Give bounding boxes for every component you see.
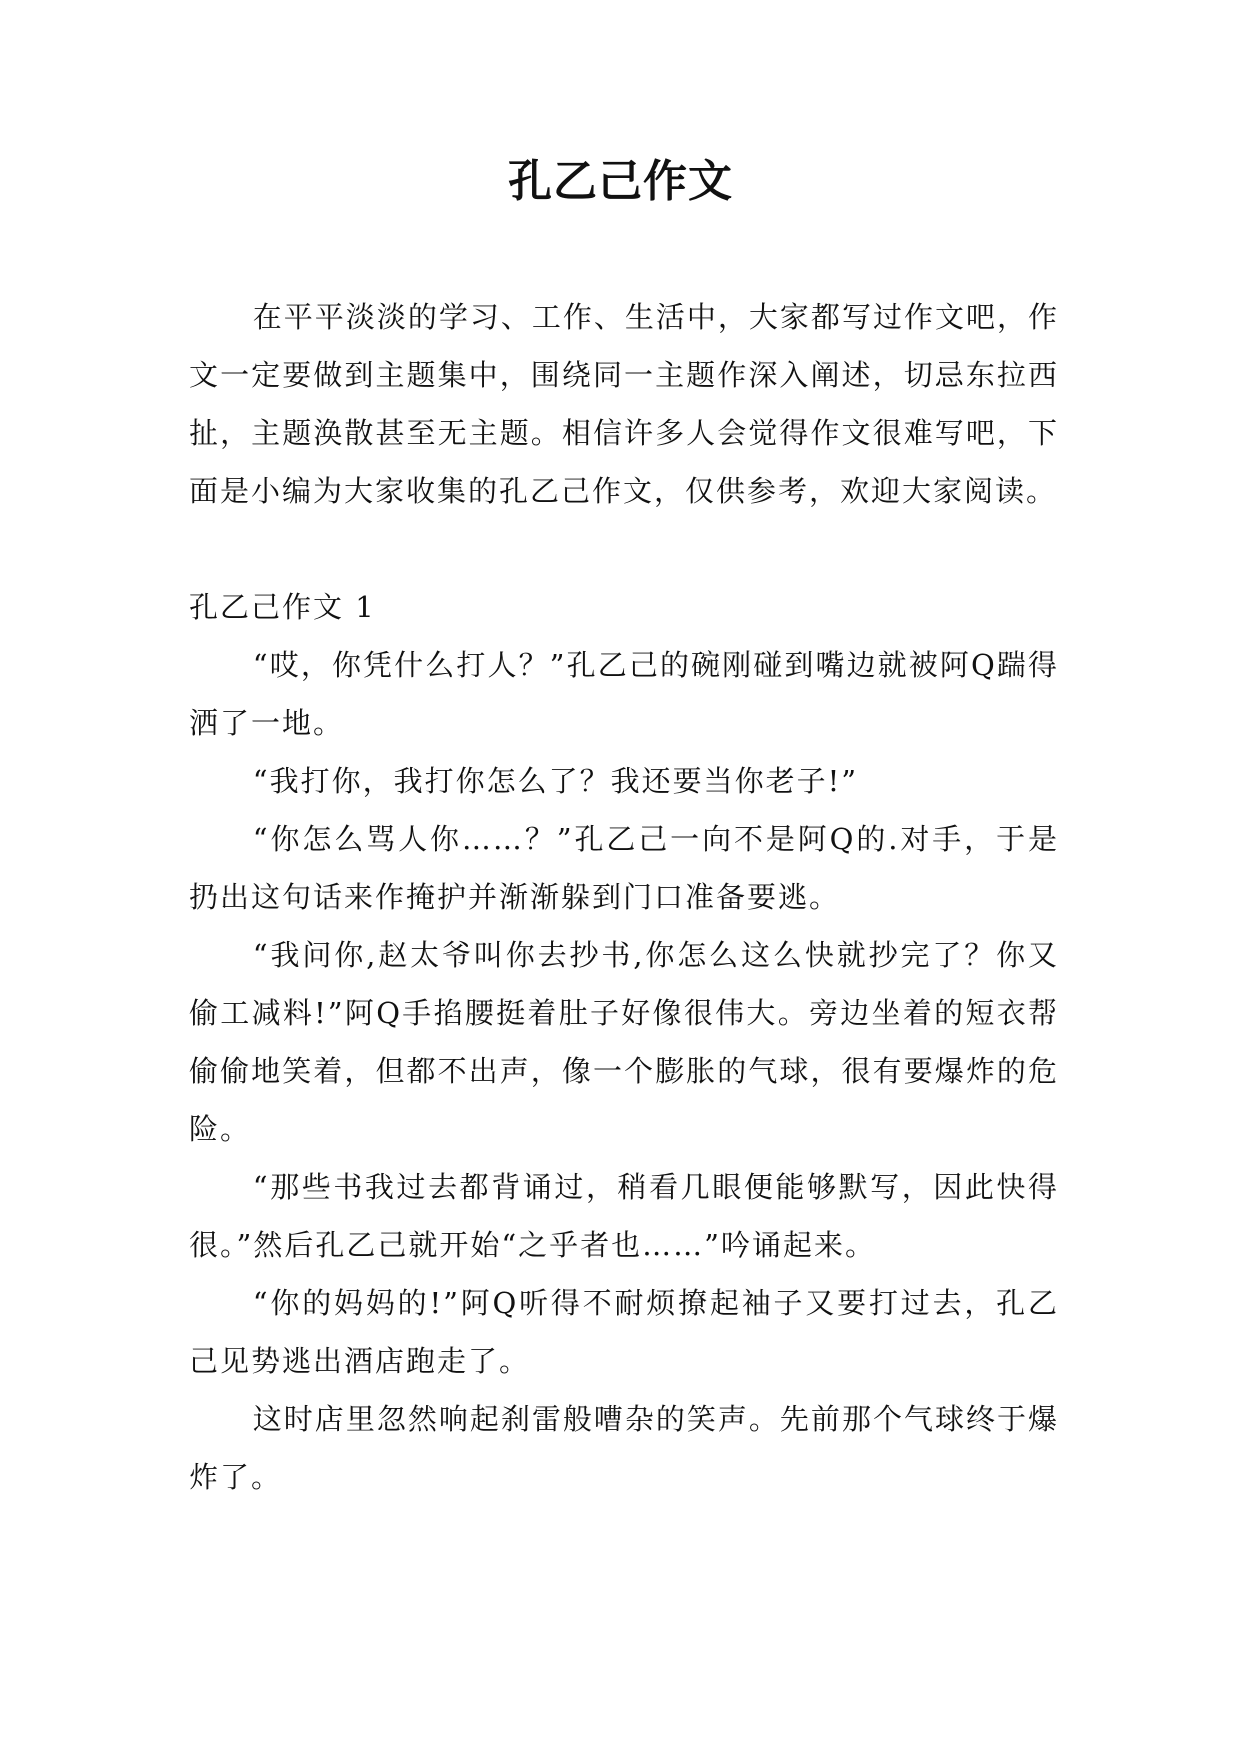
intro-paragraph: 在平平淡淡的学习、工作、生活中，大家都写过作文吧，作文一定要做到主题集中，围绕同一主题作深入阐述，切忌东拉西扯，主题涣散甚至无主题。相信许多人会觉得作文很难写吧，下面是小编为大家收集的孔乙己作文，仅供参考，欢迎大家阅读。 — [189, 300, 1059, 508]
body-paragraph: “那些书我过去都背诵过，稍看几眼便能够默写，因此快得很。”然后孔乙己就开始“之乎者也……”吟诵起来。 — [189, 1170, 1059, 1262]
body-paragraph: “我问你,赵太爷叫你去抄书,你怎么这么快就抄完了？你又偷工减料!”阿Q手掐腰挺着肚子好像很伟大。旁边坐着的短衣帮偷偷地笑着，但都不出声，像一个膨胀的气球，很有要爆炸的危险。 — [189, 938, 1059, 1146]
body-paragraph: “我打你，我打你怎么了？我还要当你老子!” — [252, 764, 859, 798]
body-paragraph: “你怎么骂人你……？”孔乙己一向不是阿Q的.对手，于是扔出这句话来作掩护并渐渐躲到门口准备要逃。 — [189, 822, 1059, 914]
body-paragraph: “你的妈妈的!”阿Q听得不耐烦撩起袖子又要打过去，孔乙己见势逃出酒店跑走了。 — [189, 1286, 1059, 1378]
document-body — [189, 288, 1059, 1506]
section-heading: 孔乙己作文 1 — [189, 590, 376, 624]
document-title: 孔乙己作文 — [508, 156, 733, 207]
body-paragraph: “哎，你凭什么打人？”孔乙己的碗刚碰到嘴边就被阿Q踹得洒了一地。 — [189, 648, 1059, 740]
body-paragraph: 这时店里忽然响起刹雷般嘈杂的笑声。先前那个气球终于爆炸了。 — [189, 1402, 1059, 1494]
